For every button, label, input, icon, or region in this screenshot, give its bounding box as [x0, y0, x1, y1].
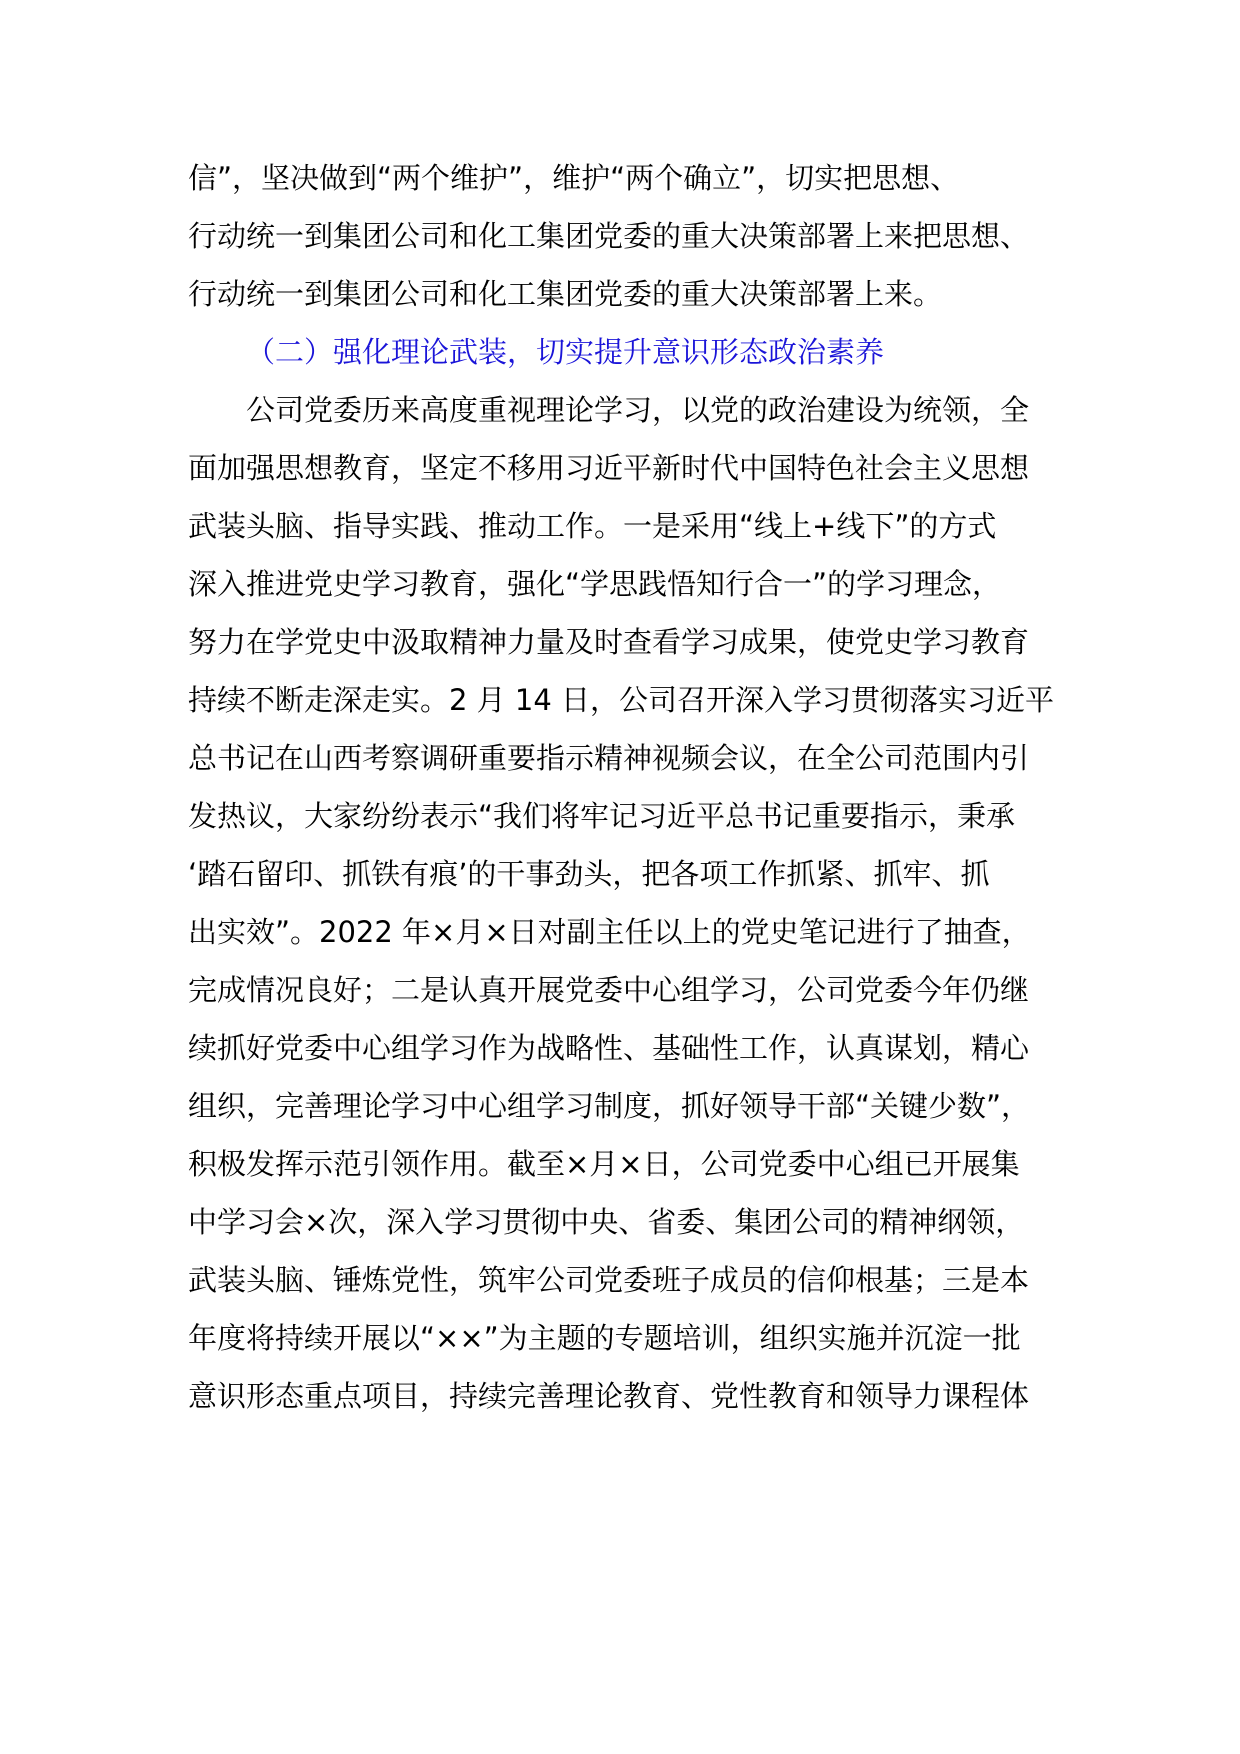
text-line-8: 深入推进党史学习教育，强化“学思践悟知行合一”的学习理念，	[188, 567, 1002, 601]
section-heading: （二）强化理论武装，切实提升意识形态政治素养	[246, 335, 885, 369]
text-line-5: 公司党委历来高度重视理论学习，以党的政治建设为统领，全	[246, 393, 1030, 427]
text-line-20: 武装头脑、锤炼党性，筑牢公司党委班子成员的信仰根基；三是本	[188, 1263, 1030, 1297]
text-line-22: 意识形态重点项目，持续完善理论教育、党性教育和领导力课程体	[188, 1379, 1030, 1413]
text-line-1: 信”，坚决做到“两个维护”，维护“两个确立”，切实把思想、	[188, 161, 960, 195]
text-line-17: 组织，完善理论学习中心组学习制度，抓好领导干部“关键少数”，	[188, 1089, 1031, 1123]
text-line-21: 年度将持续开展以“××”为主题的专题培训，组织实施并沉淀一批	[188, 1321, 1021, 1355]
text-line-13: ‘踏石留印、抓铁有痕’的干事劲头，把各项工作抓紧、抓牢、抓	[188, 857, 990, 891]
text-line-14: 出实效”。2022 年×月×日对副主任以上的党史笔记进行了抽查，	[188, 915, 1031, 949]
text-line-7: 武装头脑、指导实践、推动工作。一是采用“线上+线下”的方式	[188, 509, 997, 543]
text-line-12: 发热议，大家纷纷表示“我们将牢记习近平总书记重要指示，秉承	[188, 799, 1016, 833]
text-line-9: 努力在学党史中汲取精神力量及时查看学习成果，使党史学习教育	[188, 625, 1030, 659]
text-line-15: 完成情况良好；二是认真开展党委中心组学习，公司党委今年仍继	[188, 973, 1030, 1007]
text-line-3: 行动统一到集团公司和化工集团党委的重大决策部署上来。	[188, 277, 943, 311]
text-line-6: 面加强思想教育，坚定不移用习近平新时代中国特色社会主义思想	[188, 451, 1030, 485]
text-line-16: 续抓好党委中心组学习作为战略性、基础性工作，认真谋划，精心	[188, 1031, 1030, 1065]
text-line-10: 持续不断走深走实。2 月 14 日，公司召开深入学习贯彻落实习近平	[188, 683, 1055, 717]
text-line-19: 中学习会×次，深入学习贯彻中央、省委、集团公司的精神纲领，	[188, 1205, 1025, 1239]
text-line-18: 积极发挥示范引领作用。截至×月×日，公司党委中心组已开展集	[188, 1147, 1020, 1181]
text-line-2: 行动统一到集团公司和化工集团党委的重大决策部署上来把思想、	[188, 219, 1030, 253]
text-line-11: 总书记在山西考察调研重要指示精神视频会议，在全公司范围内引	[188, 741, 1030, 775]
